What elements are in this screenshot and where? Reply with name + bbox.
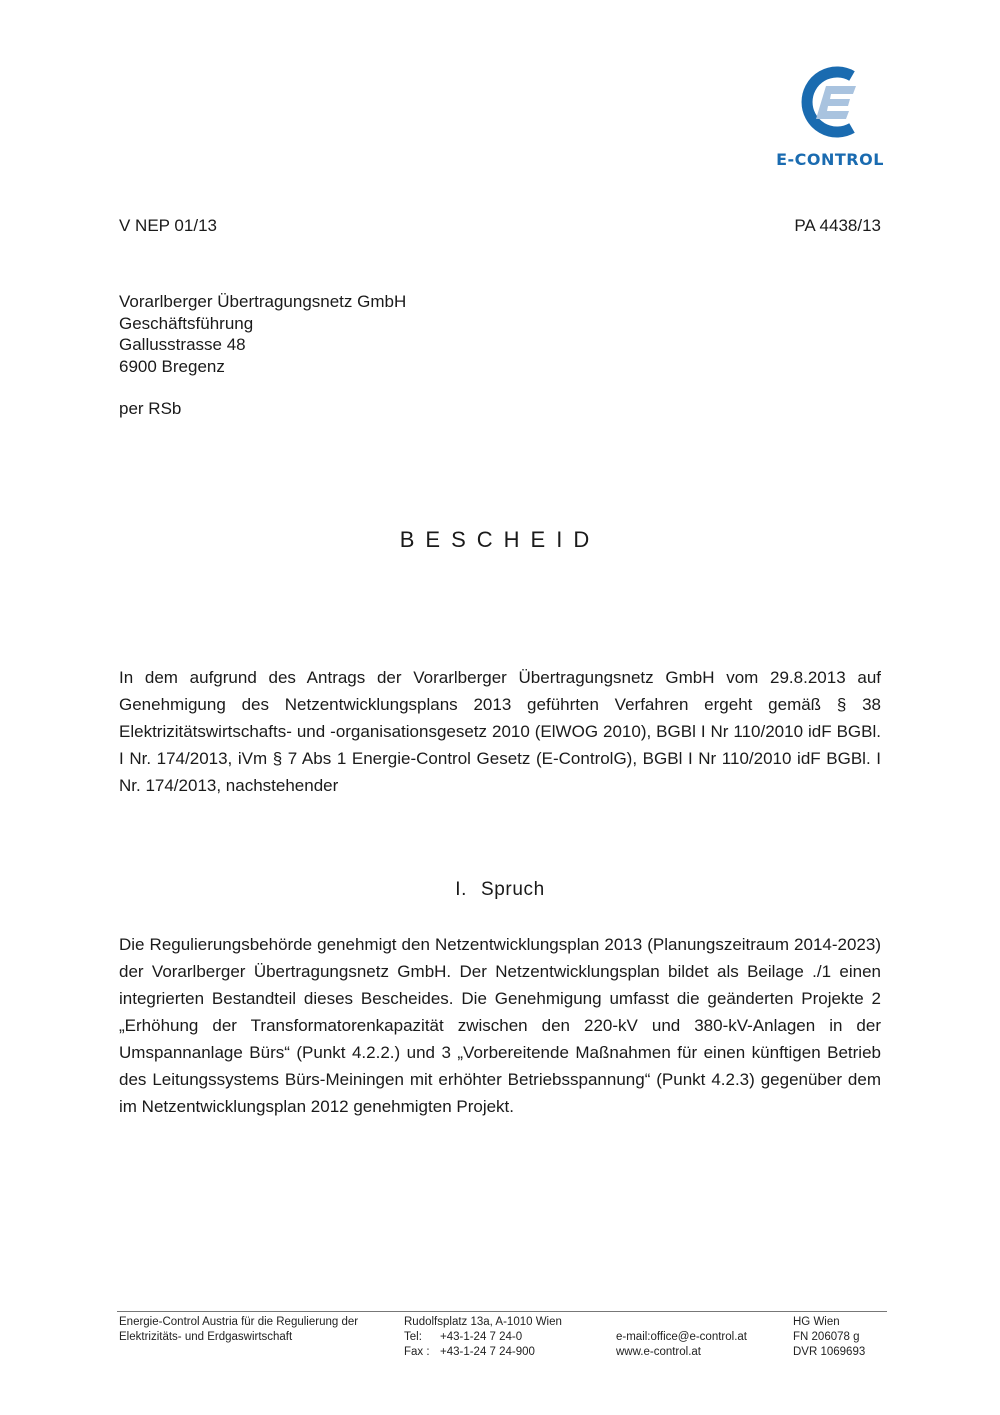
footer-fn: FN 206078 g	[793, 1331, 860, 1343]
e-control-logo-icon	[760, 66, 900, 146]
tel-number: +43-1-24 7 24-0	[440, 1331, 523, 1343]
recipient-city: 6900 Bregenz	[119, 356, 225, 376]
intro-paragraph: In dem aufgrund des Antrags der Vorarlberger Übertragungsnetz GmbH vom 29.8.2013 auf Genehmigung des Netzentwicklungsplans 2013 geführten Verfahren ergeht gemäß § 38 Elektrizitätswirtschafts- und -organisationsgesetz 2010 (ElWOG 2010), BGBl I Nr 110/2010 idF BGBl. I Nr. 174/2013, iVm § 7 Abs 1 Energie-Control Gesetz (E-ControlG), BGBl I Nr 110/2010 idF BGBl. I Nr. 174/2013, nachstehender	[119, 668, 881, 795]
footer-address: Rudolfsplatz 13a, A-1010 Wien	[404, 1316, 562, 1328]
footer-registry	[793, 1315, 865, 1360]
footer-tel	[404, 1330, 562, 1345]
footer-court: HG Wien	[793, 1316, 840, 1328]
recipient-address	[119, 291, 406, 377]
document-title: BESCHEID	[399, 527, 601, 552]
footer-web: www.e-control.at	[616, 1346, 702, 1358]
footer-dvr: DVR 1069693	[793, 1346, 866, 1358]
decision-paragraph: Die Regulierungsbehörde genehmigt den Netzentwicklungsplan 2013 (Planungszeitraum 2014-2023) der Vorarlberger Übertragungsnetz GmbH. Der Netzentwicklungsplan bildet als Beilage ./1 einen integrierten Bestandteil dieses Bescheides. Die Genehmigung umfasst die geänderten Projekte 2 „Erhöhung der Transformatorenkapazität zwischen den 220-kV und 380-kV-Anlagen in der Umspannanlage Bürs“ (Punkt 4.2.2.) und 3 „Vorbereitende Maßnahmen für einen künftigen Betrieb des Leitungssystems Bürs-Meiningen mit erhöhter Betriebsspannung“ (Punkt 4.2.3) gegenüber dem im Netzentwicklungsplan 2012 genehmigten Projekt.	[119, 935, 881, 1116]
reference-right: PA 4438/13	[794, 216, 881, 235]
footer-contact	[404, 1315, 562, 1360]
section-number: I.	[455, 879, 467, 900]
footer-divider	[117, 1311, 887, 1312]
e-control-logo	[760, 66, 900, 170]
recipient-department: Geschäftsführung	[119, 313, 254, 333]
reference-numbers	[119, 216, 881, 236]
fax-label: Fax :	[404, 1346, 430, 1358]
footer-fax	[404, 1345, 562, 1360]
tel-label: Tel:	[404, 1331, 422, 1343]
recipient-company: Vorarlberger Übertragungsnetz GmbH	[119, 292, 407, 311]
fax-number: +43-1-24 7 24-900	[440, 1346, 535, 1358]
footer-email: e-mail:office@e-control.at	[616, 1331, 747, 1343]
reference-left: V NEP 01/13	[119, 216, 217, 235]
section-title: Spruch	[480, 879, 545, 900]
footer-online	[616, 1330, 747, 1360]
footer-org-line1: Energie-Control Austria für die Regulierung der	[119, 1316, 359, 1328]
footer-org-line2: Elektrizitäts- und Erdgaswirtschaft	[119, 1331, 293, 1343]
footer-organization	[119, 1315, 358, 1345]
logo-wordmark: E-CONTROL	[776, 150, 884, 169]
recipient-street: Gallusstrasse 48	[119, 335, 246, 354]
section-heading	[0, 879, 1000, 901]
delivery-method: per RSb	[119, 399, 182, 418]
